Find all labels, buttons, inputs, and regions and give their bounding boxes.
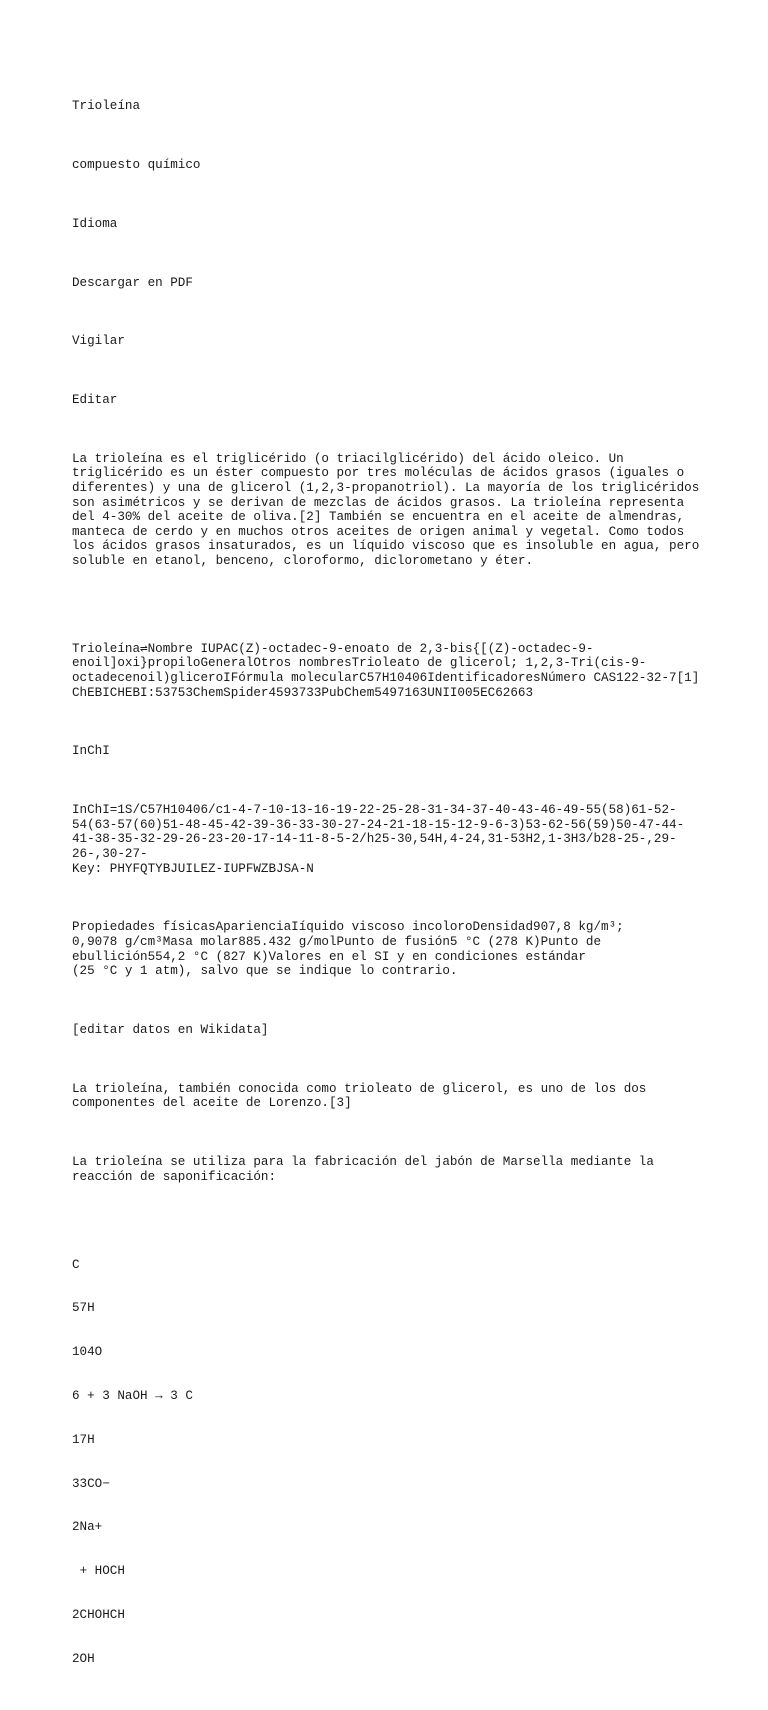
reaction-equation xyxy=(72,1228,702,1695)
edit-link[interactable]: Editar xyxy=(72,393,118,408)
reaction-line: 2Na+ xyxy=(72,1520,103,1535)
reaction-line: + HOCH xyxy=(72,1564,125,1579)
reaction-line: 57H xyxy=(72,1301,95,1316)
inchi-heading: InChI xyxy=(72,744,110,759)
wikidata-edit-link[interactable]: [editar datos en Wikidata] xyxy=(72,1022,269,1037)
soap-paragraph: La trioleína se utiliza para la fabricación del jabón de Marsella mediante la reacción de saponificación: xyxy=(72,1155,654,1184)
watch-link[interactable]: Vigilar xyxy=(72,334,125,349)
reaction-line: 33CO− xyxy=(72,1476,110,1491)
reaction-line: 6 + 3 NaOH → 3 C xyxy=(72,1388,193,1403)
language-link[interactable]: Idioma xyxy=(72,216,118,231)
reaction-line: 2CHOHCH xyxy=(72,1607,125,1622)
infobox-text: Trioleína⇌Nombre IUPAC(Z)-octadec-9-enoato de 2,3-bis{[(Z)-octadec-9- enoil]oxi}propiloGeneralOtros nombresTrioleato de glicerol; 1,2,3-Tri(cis-9- octadecenoil)gliceroIFórmula molecularC57H10406IdentificadoresNúmero CAS122-32-7[1] ChEBICHEBI:53753ChemSpider4593733PubChem5497163UNII005EC62663 xyxy=(72,641,700,700)
inchi-text: InChI=1S/C57H10406/c1-4-7-10-13-16-19-22-25-28-31-34-37-40-43-46-49-55(58)61-52- 54(63-57(60)51-48-45-42-39-36-33-30-27-24-21-18-15-12-9-6-3)53-62-56(59)50-47-44- 41-38-35-32-29-26-23-20-17-14-11-8-5-2/h25-30,54H,4-24,31-53H2,1-3H3/b28-25-,29- 26-,30-27- Key: PHYFQTYBJUILEZ-IUPFWZBJSA-N xyxy=(72,803,685,876)
reaction-line: C xyxy=(72,1257,80,1272)
article xyxy=(72,70,702,1710)
reaction-line: 2OH xyxy=(72,1651,95,1666)
intro-paragraph: La trioleína es el triglicérido (o triacilglicérido) del ácido oleico. Un triglicérido es un éster compuesto por tres moléculas de ácidos grasos (iguales o diferentes) y una de glicerol (1,2,3-propanotriol). La mayoría de los triglicéridos son asimétricos y se derivan de mezclas de ácidos grasos. La trioleína representa del 4-30% del aceite de oliva.[2] También se encuentra en el aceite de almendras, manteca de cerdo y en muchos otros aceites de origen animal y vegetal. Como todos los ácidos grasos insaturados, es un líquido viscoso que es insoluble en agua, pero soluble en etanol, benceno, cloroformo, diclorometano y éter. xyxy=(72,451,700,569)
reaction-line: 104O xyxy=(72,1345,103,1360)
page-subtitle: compuesto químico xyxy=(72,157,201,172)
lorenzo-paragraph: La trioleína, también conocida como trioleato de glicerol, es uno de los dos componentes del aceite de Lorenzo.[3] xyxy=(72,1081,647,1111)
download-pdf-link[interactable]: Descargar en PDF xyxy=(72,275,193,290)
page-title: Trioleína xyxy=(72,99,141,114)
physical-properties: Propiedades físicasAparienciaIíquido viscoso incoloroDensidad907,8 kg/m³; 0,9078 g/cm³Masa molar885.432 g/molPunto de fusión5 °C (278 K)Punto de ebullición554,2 °C (827 K)Valores en el SI y en condiciones estándar (25 °C y 1 atm), salvo que se indique lo contrario. xyxy=(72,920,624,979)
reaction-line: 17H xyxy=(72,1432,95,1447)
